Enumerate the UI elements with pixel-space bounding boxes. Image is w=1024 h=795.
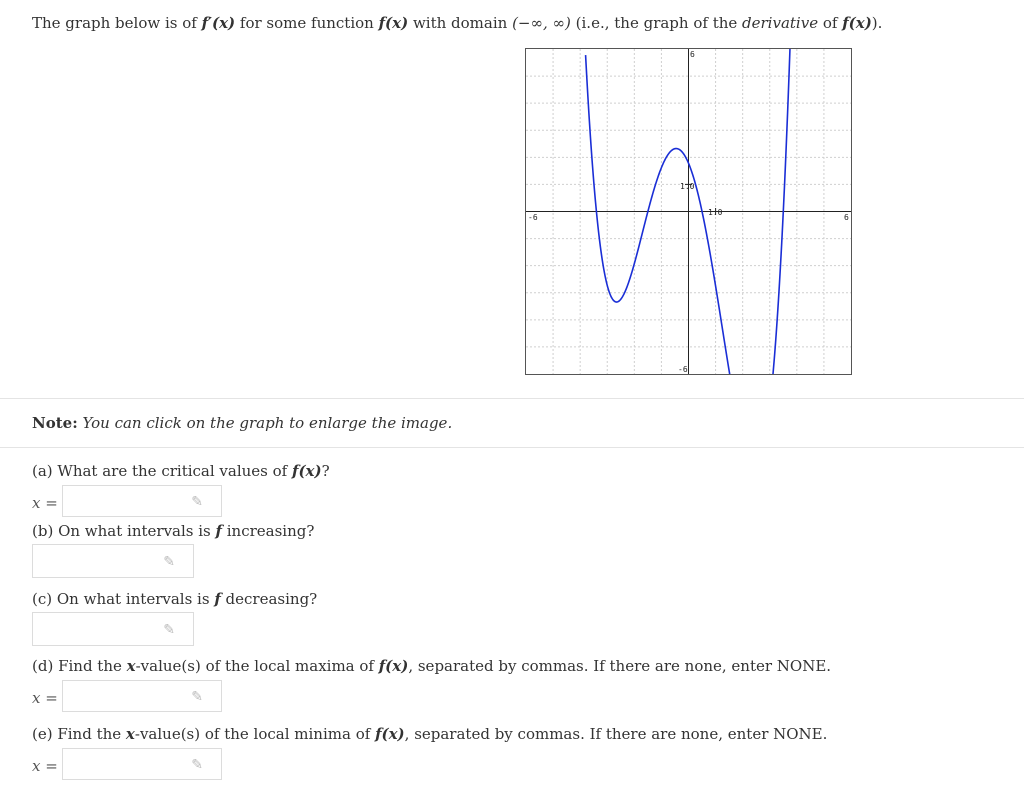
question-text: (b) On what intervals is <box>32 522 216 540</box>
tick-label-left: -6 <box>528 213 538 222</box>
question-text: decreasing? <box>220 590 318 608</box>
tick-label-bottom: -6 <box>678 365 688 374</box>
derivative-emphasis: derivative <box>742 14 819 32</box>
question-a <box>32 462 330 480</box>
answer-a-prefix: x = <box>32 494 58 512</box>
question-text: , separated by commas. If there are none, enter NONE. <box>408 657 832 675</box>
question-text: ? <box>321 462 330 480</box>
answer-e-input[interactable] <box>62 748 222 780</box>
question-d <box>32 657 831 675</box>
pencil-icon[interactable]: ✎ <box>163 622 175 638</box>
divider <box>0 447 1024 448</box>
intro-text: with domain <box>408 14 513 32</box>
question-text: -value(s) of the local minima of <box>134 725 376 743</box>
question-text: (a) What are the critical values of <box>32 462 292 480</box>
answer-a-input[interactable] <box>62 485 222 517</box>
question-b <box>32 522 314 540</box>
math-f: f(x) <box>842 14 872 32</box>
note-label: Note: <box>32 414 78 432</box>
question-text: (c) On what intervals is <box>32 590 215 608</box>
question-c <box>32 590 317 608</box>
intro-text: for some function <box>235 14 379 32</box>
answer-e-prefix: x = <box>32 757 58 775</box>
math-f: f <box>214 590 221 608</box>
answer-d-input[interactable] <box>62 680 222 712</box>
pencil-icon[interactable]: ✎ <box>191 494 203 510</box>
intro-text: (i.e., the graph of the <box>570 14 743 32</box>
note-text: You can click on the graph to enlarge the image. <box>82 414 453 432</box>
question-text: increasing? <box>221 522 315 540</box>
math-x: x <box>125 725 135 743</box>
question-text: (d) Find the <box>32 657 127 675</box>
question-text: , separated by commas. If there are none, enter NONE. <box>404 725 828 743</box>
answer-b-input[interactable] <box>32 544 194 578</box>
tick-label-y1: 1.0 <box>680 182 695 191</box>
pencil-icon[interactable]: ✎ <box>191 689 203 705</box>
question-e <box>32 725 827 743</box>
question-text: (e) Find the <box>32 725 126 743</box>
math-fprime: f′(x) <box>201 14 236 32</box>
intro-text: The graph below is of <box>32 14 202 32</box>
math-f: f <box>215 522 222 540</box>
problem-statement <box>32 14 882 32</box>
graph-canvas <box>526 49 851 374</box>
divider <box>0 398 1024 399</box>
tick-label-top: 6 <box>690 50 695 59</box>
answer-c-input[interactable] <box>32 612 194 646</box>
math-f: f(x) <box>292 462 322 480</box>
math-x: x <box>126 657 136 675</box>
question-text: -value(s) of the local maxima of <box>135 657 379 675</box>
pencil-icon[interactable]: ✎ <box>163 554 175 570</box>
math-f: f(x) <box>375 725 405 743</box>
answer-d-prefix: x = <box>32 689 58 707</box>
tick-label-right: 6 <box>844 213 849 222</box>
math-domain: (−∞, ∞) <box>512 14 571 32</box>
math-f: f(x) <box>378 657 409 675</box>
math-f: f(x) <box>378 14 409 32</box>
derivative-graph[interactable] <box>525 48 852 375</box>
intro-text: of <box>818 14 843 32</box>
pencil-icon[interactable]: ✎ <box>191 757 203 773</box>
tick-label-x1: 1.0 <box>708 208 723 217</box>
note <box>32 414 452 432</box>
intro-text: ). <box>871 14 883 32</box>
